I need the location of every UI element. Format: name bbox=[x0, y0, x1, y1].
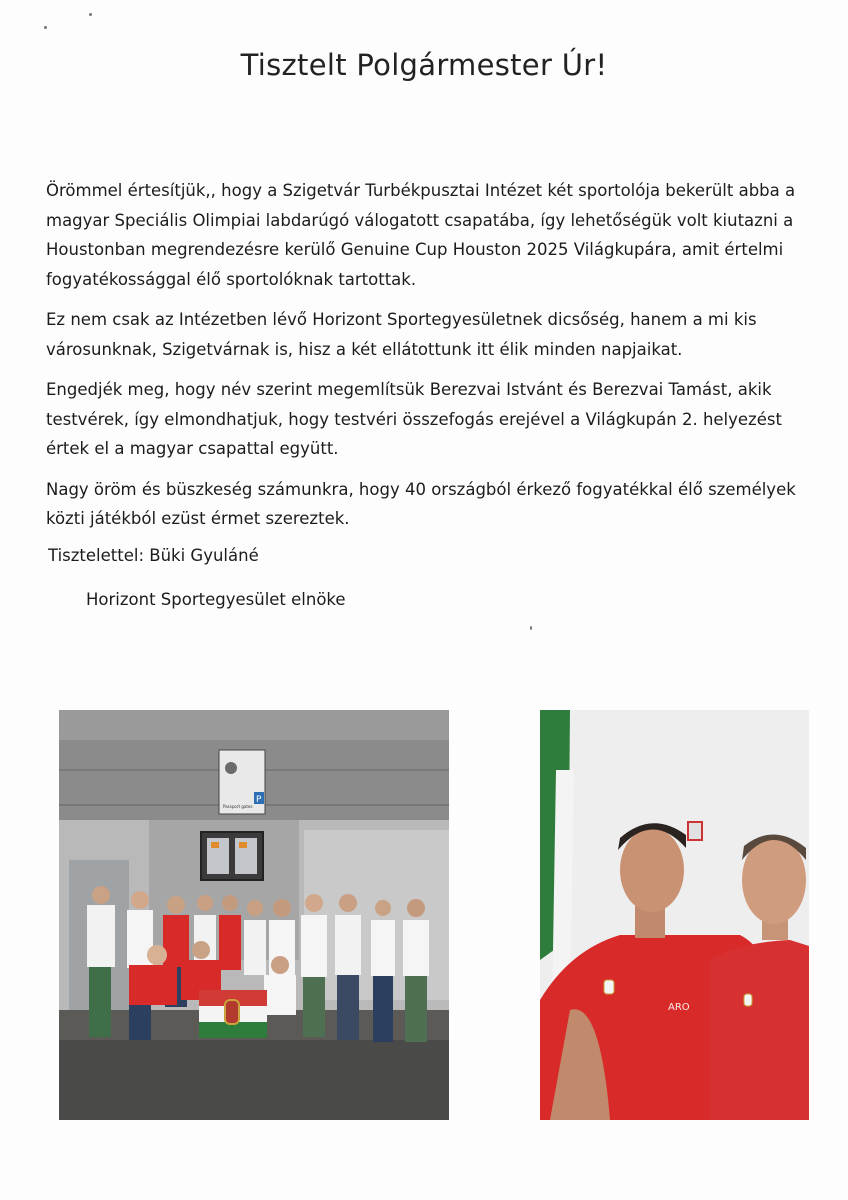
group-photo-illustration bbox=[59, 710, 449, 1120]
sign-caption: Passport gates bbox=[223, 804, 253, 809]
scan-speck bbox=[89, 13, 92, 16]
brothers-photo-illustration bbox=[540, 710, 809, 1120]
sign-letter: P bbox=[256, 795, 262, 805]
signature-block bbox=[48, 541, 346, 609]
hungarian-flag bbox=[199, 990, 267, 1038]
paragraph: Örömmel értesítjük,, hogy a Szigetvár Turbékpusztai Intézet két sportolója bekerült abba a magyar Speciális Olimpiai labdarúgó válogatott csapatába, így lehetőségük volt kiutazni a Houstonban megrendezésre kerülő Genuine Cup Houston 2025 Világkupára, amit értelmi fogyatékossággal élő sportolóknak tartottak. bbox=[46, 181, 796, 289]
scan-speck bbox=[44, 26, 47, 29]
scan-speck bbox=[530, 626, 532, 630]
shirt-text: ARO bbox=[668, 1002, 690, 1013]
group-photo bbox=[59, 710, 449, 1120]
paragraph: Ez nem csak az Intézetben lévő Horizont Sportegyesületnek dicsőség, hanem a mi kis városunknak, Szigetvárnak is, hisz a két ellátottunk itt élik minden napjaikat. bbox=[46, 310, 757, 359]
page-title: Tisztelt Polgármester Úr! bbox=[240, 48, 608, 82]
paragraph: Nagy öröm és büszkeség számunkra, hogy 40 országból érkező fogyatékkal élő személyek közti játékból ezüst érmet szereztek. bbox=[46, 479, 796, 528]
letter-body bbox=[46, 176, 816, 545]
closing-line: Tisztelettel: Büki Gyuláné bbox=[48, 546, 259, 565]
brothers-photo bbox=[540, 710, 809, 1120]
paragraph: Engedjék meg, hogy név szerint megemlítsük Berezvai Istvánt és Berezvai Tamást, akik testvérek, így elmondhatjuk, hogy testvéri összefogás erejével a Világkupán 2. helyezést értek el a magyar csapattal együtt. bbox=[46, 380, 782, 458]
signer-role: Horizont Sportegyesület elnöke bbox=[86, 590, 346, 609]
